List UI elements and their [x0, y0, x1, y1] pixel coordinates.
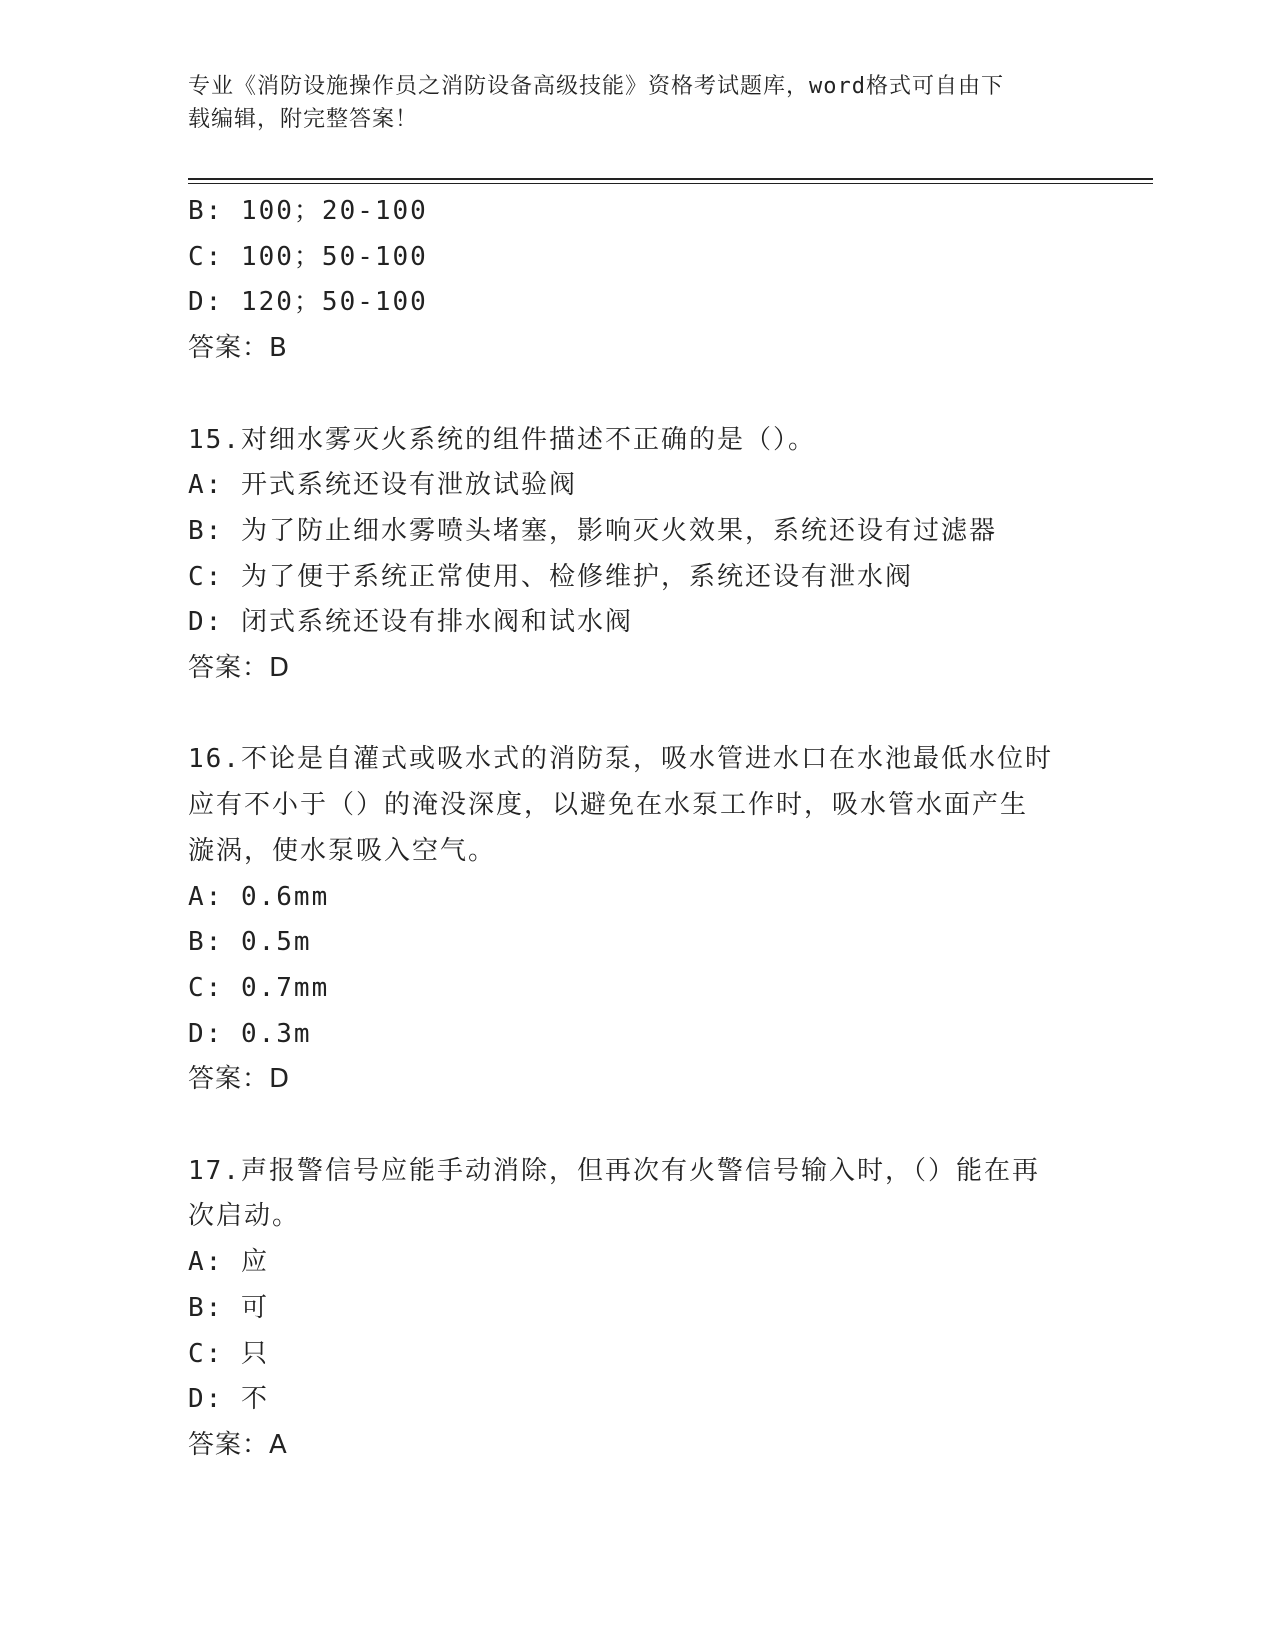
spacer: [188, 1103, 1088, 1149]
option-a: A: 开式系统还设有泄放试验阀: [188, 470, 577, 501]
option-b: B: 为了防止细水雾喷头堵塞，影响灭火效果，系统还设有过滤器: [188, 515, 997, 546]
option-d: D: 闭式系统还设有排水阀和试水阀: [188, 607, 633, 638]
question-stem-line-3: 漩涡，使水泵吸入空气。: [188, 835, 497, 866]
option-d: D: 0.3m: [188, 1018, 312, 1049]
page-header: [188, 70, 1068, 136]
header-line-2: 载编辑，附完整答案！: [188, 107, 419, 132]
option-a: A: 应: [188, 1247, 269, 1278]
option-b: B: 可: [188, 1292, 269, 1323]
option-c: C: 100；50-100: [188, 241, 428, 272]
question-stem-line-2: 次启动。: [188, 1201, 301, 1232]
option-d: D: 120；50-100: [188, 287, 428, 318]
answer: 答案：B: [188, 333, 288, 364]
spacer: [188, 372, 1088, 418]
option-b: B: 100；20-100: [188, 196, 428, 226]
question-content: [188, 189, 1088, 1469]
question-16: [188, 737, 1088, 1103]
spacer: [188, 692, 1088, 738]
header-divider-thin: [188, 183, 1153, 184]
option-b: B: 0.5m: [188, 927, 312, 958]
header-line-1: 专业《消防设施操作员之消防设备高级技能》资格考试题库，word格式可自由下: [188, 74, 1004, 99]
option-a: A: 0.6mm: [188, 881, 330, 912]
question-stem: 15.对细水雾灭火系统的组件描述不正确的是（）。: [188, 424, 816, 455]
option-c: C: 为了便于系统正常使用、检修维护，系统还设有泄水阀: [188, 561, 913, 592]
question-stem-line-1: 17.声报警信号应能手动消除，但再次有火警信号输入时，（）能在再: [188, 1155, 1040, 1186]
option-c: C: 0.7mm: [188, 972, 330, 1003]
answer: 答案：A: [188, 1429, 288, 1460]
answer: 答案：D: [188, 1064, 291, 1095]
option-d: D: 不: [188, 1384, 269, 1415]
question-stem-line-2: 应有不小于（）的淹没深度，以避免在水泵工作时，吸水管水面产生: [188, 790, 1029, 821]
question-fragment: [188, 189, 1088, 372]
question-15: [188, 418, 1088, 692]
question-stem-line-1: 16.不论是自灌式或吸水式的消防泵，吸水管进水口在水池最低水位时: [188, 744, 1053, 775]
header-divider-thick: [188, 178, 1153, 180]
answer: 答案：D: [188, 653, 291, 684]
option-c: C: 只: [188, 1338, 269, 1369]
question-17: [188, 1149, 1088, 1469]
